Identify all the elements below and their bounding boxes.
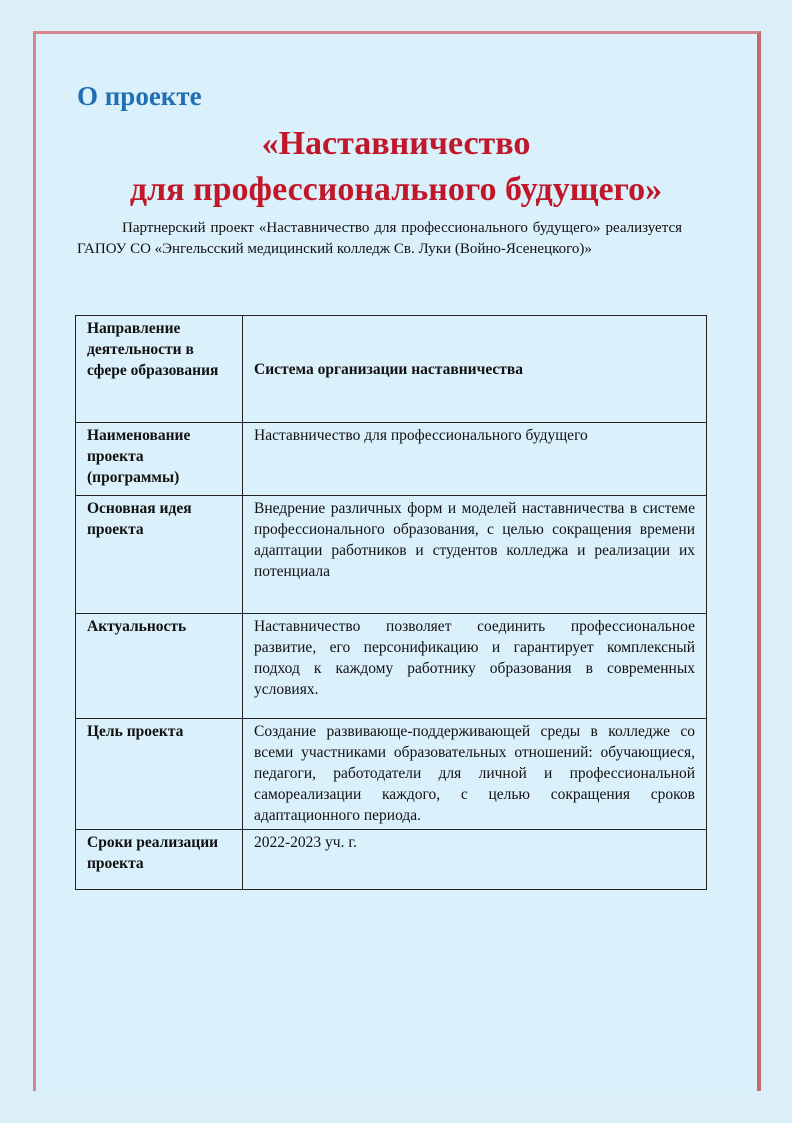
intro-paragraph: Партнерский проект «Наставничество для профессионального будущего» реализуется ГАПОУ СО «Энгельсский медицинский колледж Св. Луки (Войно-Ясенецкого)» (77, 220, 682, 257)
row-label: Сроки реализации проекта (76, 830, 243, 890)
table-row (76, 719, 707, 830)
section-heading: О проекте (77, 81, 202, 111)
title-line-1: «Наставничество (261, 125, 531, 162)
row-value: 2022-2023 уч. г. (243, 830, 707, 890)
row-value: Наставничество для профессионального будущего (243, 423, 707, 496)
project-info-table (75, 315, 707, 890)
table-row (76, 830, 707, 890)
row-label: Основная идея проекта (76, 496, 243, 614)
table-row (76, 496, 707, 614)
row-value: Создание развивающе-поддерживающей среды в колледже со всеми участниками образовательных отношений: обучающиеся, педагоги, работодатели для личной и профессиональной самореализации каждого, с целью сокращения сроков адаптационного периода. (243, 719, 707, 830)
row-value: Система организации наставничества (243, 316, 707, 423)
row-label: Цель проекта (76, 719, 243, 830)
row-value: Внедрение различных форм и моделей наставничества в системе профессионального образования, с целью сокращения времени адаптации работников и студентов колледжа и реализации их потенциала (243, 496, 707, 614)
title-line-2: для профессионального будущего» (129, 171, 663, 208)
row-label: Актуальность (76, 614, 243, 719)
project-title (36, 121, 756, 213)
row-value: Наставничество позволяет соединить профессиональное развитие, его персонификацию и гарантирует комплексный подход к каждому работнику образования в современных условиях. (243, 614, 707, 719)
table-row (76, 423, 707, 496)
table-row (76, 614, 707, 719)
table-row (76, 316, 707, 423)
row-label: Направление деятельности в сфере образования (76, 316, 243, 423)
row-label: Наименование проекта (программы) (76, 423, 243, 496)
